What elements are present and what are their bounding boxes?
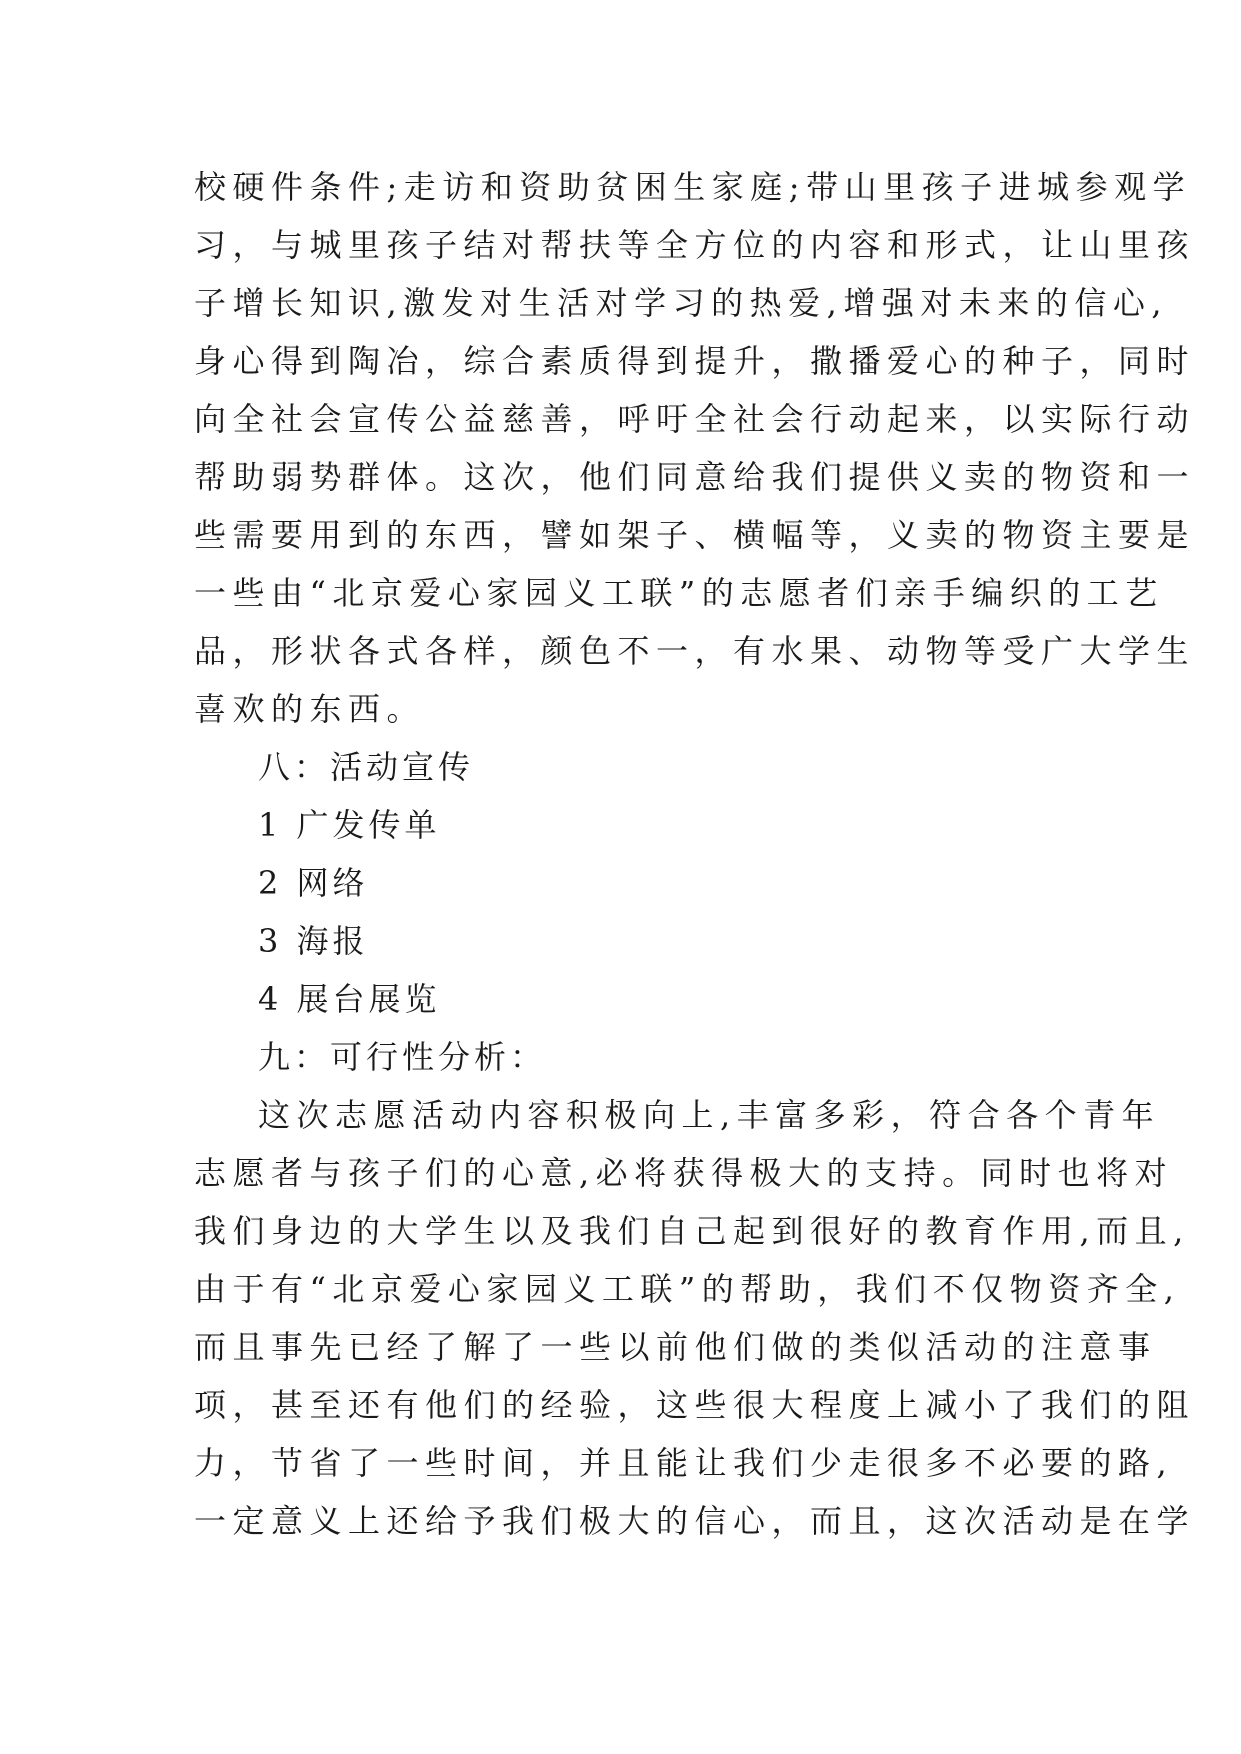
list-item: 2 网络 — [258, 864, 369, 902]
text-line: 一些由“北京爱心家园义工联”的志愿者们亲手编织的工艺 — [194, 574, 1164, 612]
text-line: 项，甚至还有他们的经验，这些很大程度上减小了我们的阻 — [194, 1386, 1196, 1424]
text-line: 由于有“北京爱心家园义工联”的帮助，我们不仅物资齐全, — [194, 1270, 1181, 1308]
paragraph-intro-continuation — [194, 158, 1196, 738]
text-line: 向全社会宣传公益慈善，呼吁全社会行动起来，以实际行动 — [194, 400, 1196, 438]
text-line: 品，形状各式各样，颜色不一，有水果、动物等受广大学生 — [194, 632, 1196, 670]
section-heading: 九：可行性分析： — [258, 1038, 547, 1076]
list-item: 3 海报 — [258, 922, 369, 960]
section-heading: 八：活动宣传 — [258, 748, 475, 786]
paragraph-feasibility — [194, 1086, 1196, 1550]
list-item: 1 广发传单 — [258, 806, 441, 844]
text-line: 我们身边的大学生以及我们自己起到很好的教育作用,而且, — [194, 1212, 1190, 1250]
text-line: 这次志愿活动内容积极向上,丰富多彩，符合各个青年 — [258, 1096, 1161, 1134]
text-line: 身心得到陶冶，综合素质得到提升，撒播爱心的种子，同时 — [194, 342, 1196, 380]
text-line: 志愿者与孩子们的心意,必将获得极大的支持。同时也将对 — [194, 1154, 1174, 1192]
section-8 — [194, 738, 1054, 796]
promotion-list — [194, 796, 1054, 1028]
text-line: 喜欢的东西。 — [194, 690, 426, 728]
text-line: 一定意义上还给予我们极大的信心，而且，这次活动是在学 — [194, 1502, 1196, 1540]
text-line: 校硬件条件;走访和资助贫困生家庭;带山里孩子进城参观学 — [194, 168, 1192, 206]
text-line: 习，与城里孩子结对帮扶等全方位的内容和形式，让山里孩 — [194, 226, 1196, 264]
text-line: 子增长知识,激发对生活对学习的热爱,增强对未来的信心, — [194, 284, 1169, 322]
text-line: 帮助弱势群体。这次，他们同意给我们提供义卖的物资和一 — [194, 458, 1196, 496]
document-body — [194, 158, 1196, 1550]
text-line: 而且事先已经了解了一些以前他们做的类似活动的注意事 — [194, 1328, 1157, 1366]
text-line: 些需要用到的东西，譬如架子、横幅等，义卖的物资主要是 — [194, 516, 1196, 554]
text-line: 力，节省了一些时间，并且能让我们少走很多不必要的路, — [194, 1444, 1174, 1482]
section-9 — [194, 1028, 1054, 1086]
list-item: 4 展台展览 — [258, 980, 441, 1018]
